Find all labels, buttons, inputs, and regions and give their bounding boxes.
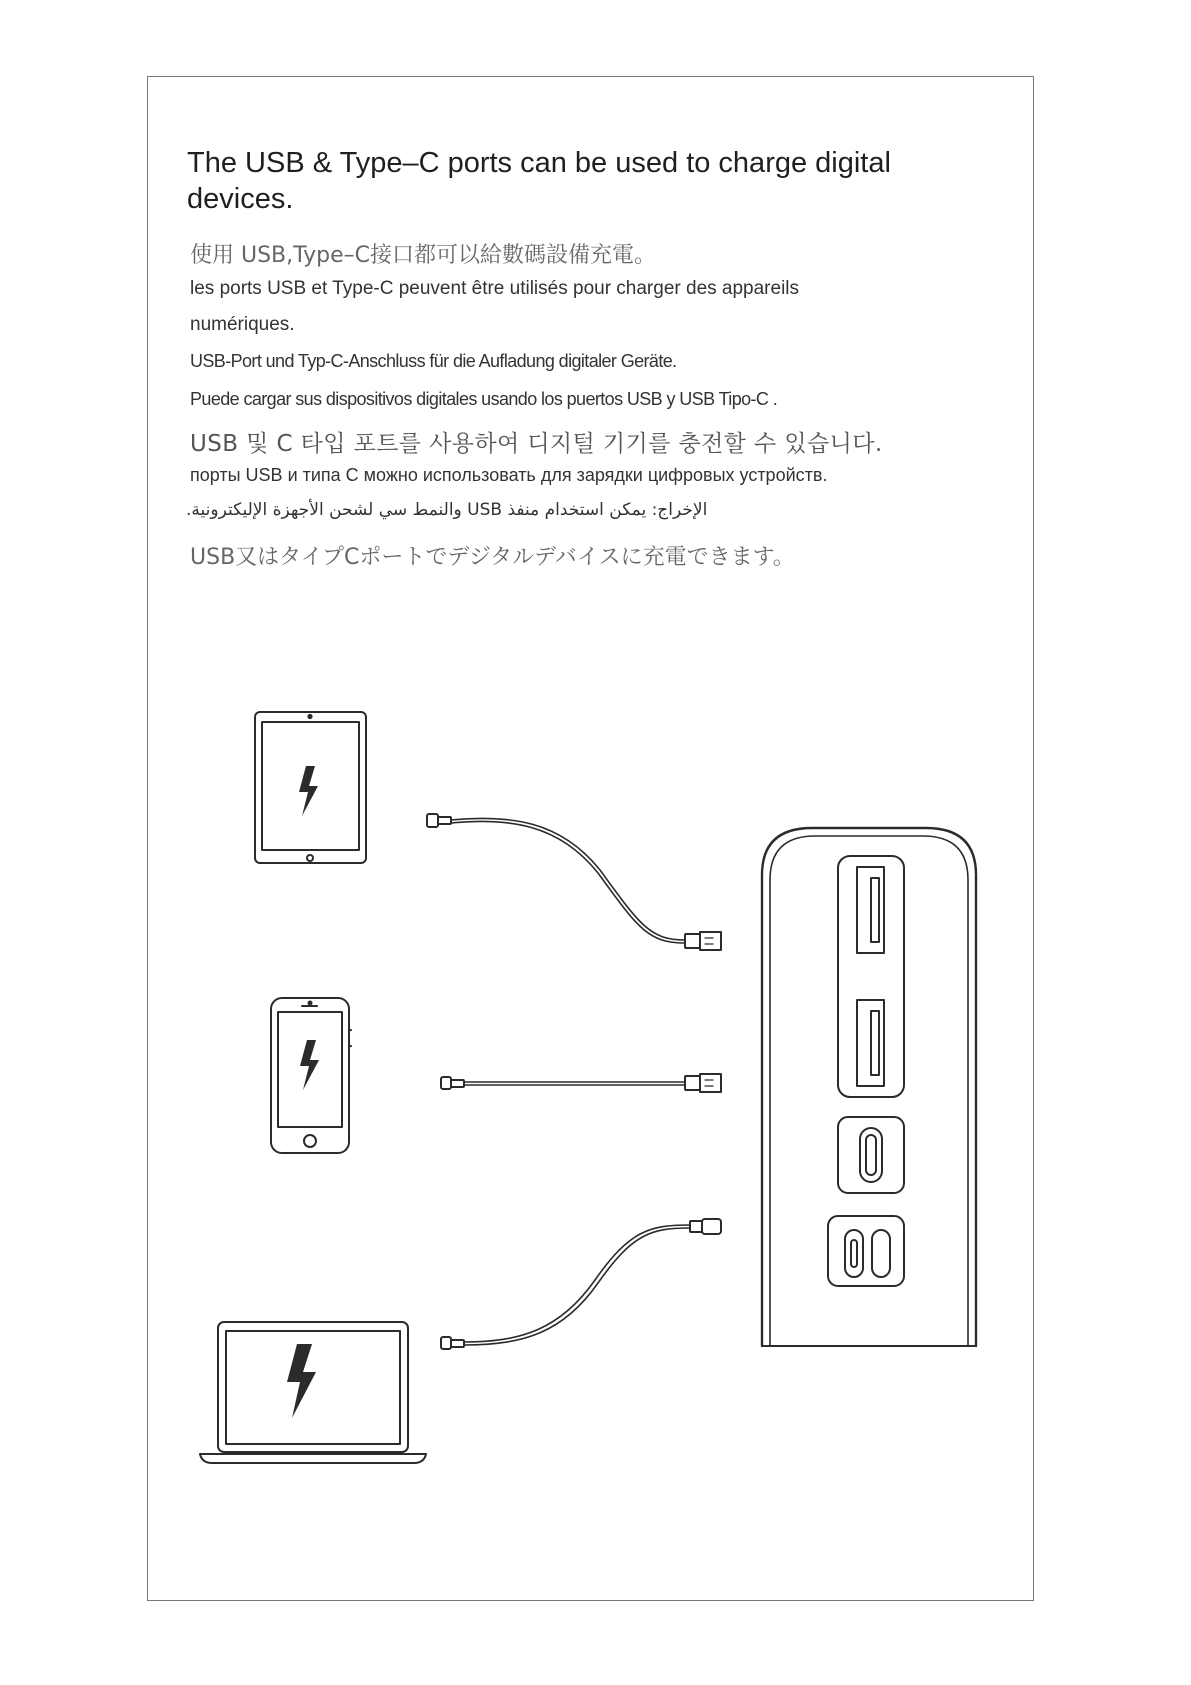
lightning-icon — [299, 766, 318, 816]
text-chinese: 使用 USB,Type–C接口都可以給數碼設備充電。 — [190, 243, 657, 268]
power-bank — [762, 828, 976, 1346]
page-heading: The USB & Type–C ports can be used to charge digital devices. — [187, 147, 891, 215]
cable-usb-c-to-usb-c — [441, 1219, 721, 1349]
text-russian: порты USB и типа C можно использовать для зарядки цифровых устройств. — [190, 465, 828, 485]
laptop-icon — [200, 1322, 426, 1463]
text-french-line1: les ports USB et Type-C peuvent être utilisés pour charger des appareils — [190, 278, 800, 299]
text-korean: USB 및 C 타입 포트를 사용하여 디지털 기기를 충전할 수 있습니다. — [190, 431, 883, 457]
micro-lightning-port — [828, 1216, 904, 1286]
text-arabic: الإخراج: يمكن استخدام منفذ USB والنمط سي لشحن الأجهزة الإليكترونية. — [186, 500, 708, 520]
phone-icon — [271, 998, 351, 1153]
tablet-icon — [255, 712, 366, 863]
usb-a-port — [857, 867, 884, 953]
text-german: USB-Port und Typ-C-Anschluss für die Aufladung digitaler Geräte. — [190, 351, 677, 371]
text-spanish: Puede cargar sus dispositivos digitales usando los puertos USB y USB Tipo-C . — [190, 389, 778, 409]
lightning-icon — [300, 1040, 319, 1090]
text-japanese: USB又はタイプCポートでデジタルデバイスに充電できます。 — [190, 545, 795, 570]
lightning-icon — [287, 1344, 316, 1418]
cable-usb-c-to-usb-a — [427, 814, 721, 950]
usb-c-port — [838, 1117, 904, 1193]
text-french-line2: numériques. — [190, 314, 295, 335]
usb-a-port — [857, 1000, 884, 1086]
cable-micro-to-usb-a — [441, 1074, 721, 1092]
